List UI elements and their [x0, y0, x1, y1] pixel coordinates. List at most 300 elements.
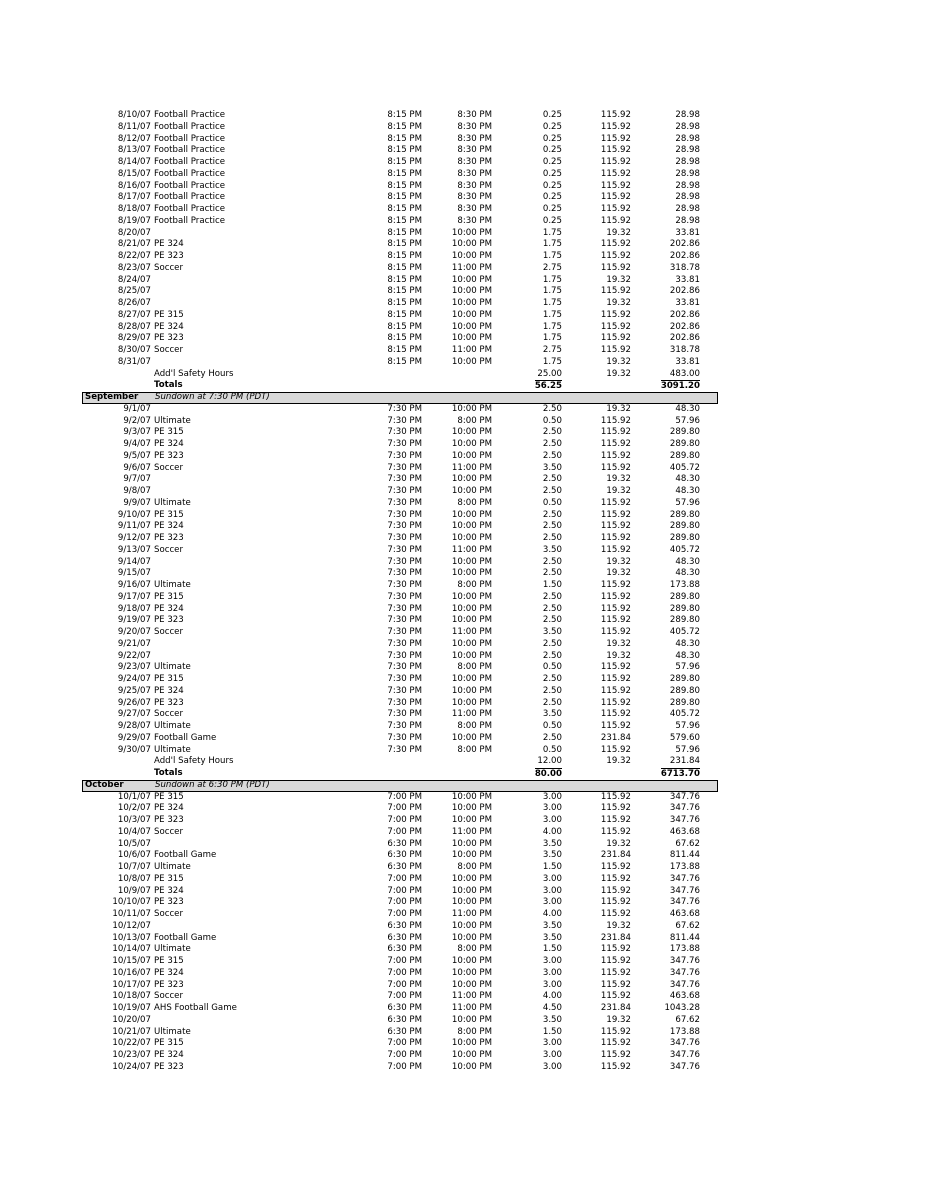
hours-cell: 0.50 — [542, 721, 562, 731]
amount-cell: 289.80 — [669, 615, 700, 626]
table-row — [82, 404, 718, 416]
table-row — [82, 933, 718, 945]
date-cell: 9/6/07 — [123, 462, 151, 473]
end-time-cell: 11:00 PM — [451, 909, 492, 919]
activity-cell: Soccer — [154, 709, 183, 720]
safety-amount: 231.84 — [669, 756, 700, 767]
start-time-cell: 7:00 PM — [387, 826, 422, 837]
amount-cell: 33.81 — [675, 274, 700, 285]
table-row — [82, 134, 718, 146]
end-time-cell: 10:00 PM — [451, 803, 492, 814]
end-time-cell: 8:30 PM — [457, 133, 492, 144]
start-time-cell: 7:00 PM — [387, 991, 422, 1002]
activity-cell: Ultimate — [154, 497, 191, 508]
rate-cell: 115.92 — [600, 862, 631, 872]
date-cell: 10/4/07 — [117, 826, 151, 837]
end-time-cell: 8:30 PM — [457, 168, 492, 179]
hours-cell: 2.75 — [542, 345, 562, 355]
end-time-cell: 10:00 PM — [451, 439, 492, 449]
hours-cell: 1.50 — [542, 580, 562, 590]
rate-cell: 19.32 — [606, 403, 631, 414]
amount-cell: 173.88 — [669, 862, 700, 872]
activity-cell: PE 324 — [154, 885, 184, 896]
hours-cell: 2.50 — [542, 685, 562, 696]
hours-cell: 2.50 — [542, 486, 562, 496]
amount-cell: 347.76 — [669, 803, 700, 814]
amount-cell: 33.81 — [675, 227, 700, 238]
table-row — [82, 510, 718, 522]
end-time-cell: 8:30 PM — [457, 204, 492, 214]
activity-cell: Football Practice — [154, 204, 226, 214]
date-cell: 9/18/07 — [117, 603, 151, 614]
rate-cell: 19.32 — [606, 486, 631, 496]
rate-cell: 115.92 — [600, 215, 631, 226]
hours-cell: 3.50 — [542, 850, 562, 861]
table-row — [82, 157, 718, 169]
end-time-cell: 8:30 PM — [457, 180, 492, 191]
table-row — [82, 956, 718, 968]
hours-cell: 0.25 — [542, 215, 562, 226]
rate-cell: 19.32 — [606, 568, 631, 579]
amount-cell: 289.80 — [669, 591, 700, 602]
amount-cell: 289.80 — [669, 697, 700, 708]
table-row — [82, 733, 718, 745]
date-cell: 9/1/07 — [123, 403, 151, 414]
rate-cell: 115.92 — [600, 321, 631, 332]
end-time-cell: 10:00 PM — [451, 403, 492, 414]
rate-cell: 115.92 — [600, 262, 631, 273]
table-row — [82, 651, 718, 663]
start-time-cell: 8:15 PM — [387, 204, 422, 214]
start-time-cell: 7:30 PM — [387, 415, 422, 426]
hours-cell: 2.50 — [542, 427, 562, 438]
rate-cell: 231.84 — [600, 732, 631, 743]
start-time-cell: 7:30 PM — [387, 650, 422, 661]
table-row — [82, 122, 718, 134]
rate-cell: 115.92 — [600, 345, 631, 355]
rate-cell: 115.92 — [600, 110, 631, 120]
activity-cell: Soccer — [154, 991, 183, 1002]
end-time-cell: 10:00 PM — [451, 732, 492, 743]
date-cell: 8/18/07 — [117, 204, 151, 214]
rate-cell: 19.32 — [606, 1014, 631, 1025]
table-row — [82, 792, 718, 804]
amount-cell: 67.62 — [675, 1014, 700, 1025]
rate-cell: 115.92 — [600, 509, 631, 520]
table-row — [82, 698, 718, 710]
start-time-cell: 7:00 PM — [387, 885, 422, 896]
amount-cell: 48.30 — [675, 568, 700, 579]
date-cell: 9/25/07 — [117, 685, 151, 696]
date-cell: 10/12/07 — [112, 920, 151, 931]
rate-cell: 19.32 — [606, 274, 631, 285]
rate-cell: 115.92 — [600, 462, 631, 473]
start-time-cell: 7:30 PM — [387, 662, 422, 673]
hours-cell: 0.50 — [542, 415, 562, 426]
activity-cell: Football Practice — [154, 145, 226, 156]
totals-amount: 3091.20 — [660, 381, 700, 392]
date-cell: 10/7/07 — [117, 862, 151, 872]
start-time-cell: 8:15 PM — [387, 286, 422, 297]
date-cell: 9/8/07 — [123, 486, 151, 496]
table-row — [82, 286, 718, 298]
hours-cell: 3.00 — [542, 885, 562, 896]
end-time-cell: 8:00 PM — [457, 862, 492, 872]
amount-cell: 202.86 — [669, 321, 700, 332]
rate-cell: 115.92 — [600, 1050, 631, 1060]
table-row — [82, 416, 718, 428]
hours-cell: 0.25 — [542, 192, 562, 203]
date-cell: 10/15/07 — [112, 956, 151, 966]
amount-cell: 289.80 — [669, 427, 700, 438]
amount-cell: 33.81 — [675, 356, 700, 367]
amount-cell: 405.72 — [669, 544, 700, 555]
amount-cell: 289.80 — [669, 450, 700, 461]
end-time-cell: 10:00 PM — [451, 356, 492, 367]
activity-cell: PE 324 — [154, 439, 184, 449]
hours-cell: 1.75 — [542, 333, 562, 344]
activity-cell: Soccer — [154, 826, 183, 837]
hours-cell: 3.00 — [542, 815, 562, 825]
start-time-cell: 7:30 PM — [387, 638, 422, 649]
amount-cell: 347.76 — [669, 791, 700, 802]
rate-cell: 115.92 — [600, 591, 631, 602]
activity-cell: PE 324 — [154, 321, 184, 332]
start-time-cell: 7:30 PM — [387, 685, 422, 696]
date-cell: 8/10/07 — [117, 110, 151, 120]
hours-cell: 2.50 — [542, 638, 562, 649]
month-name: October — [85, 779, 124, 790]
hours-cell: 0.25 — [542, 157, 562, 167]
end-time-cell: 11:00 PM — [451, 627, 492, 637]
date-cell: 9/19/07 — [117, 615, 151, 626]
start-time-cell: 7:30 PM — [387, 732, 422, 743]
end-time-cell: 11:00 PM — [451, 991, 492, 1002]
date-cell: 8/26/07 — [117, 298, 151, 308]
start-time-cell: 7:00 PM — [387, 897, 422, 908]
date-cell: 10/6/07 — [117, 850, 151, 861]
start-time-cell: 8:15 PM — [387, 345, 422, 355]
start-time-cell: 6:30 PM — [387, 1003, 422, 1013]
start-time-cell: 8:15 PM — [387, 145, 422, 156]
end-time-cell: 8:30 PM — [457, 157, 492, 167]
start-time-cell: 7:30 PM — [387, 544, 422, 555]
rate-cell: 115.92 — [600, 157, 631, 167]
month-name: September — [85, 392, 139, 402]
hours-cell: 3.00 — [542, 803, 562, 814]
amount-cell: 289.80 — [669, 439, 700, 449]
amount-cell: 1043.28 — [664, 1003, 700, 1013]
amount-cell: 811.44 — [669, 932, 700, 943]
end-time-cell: 10:00 PM — [451, 815, 492, 825]
table-row — [82, 533, 718, 545]
table-row — [82, 944, 718, 956]
activity-cell: Soccer — [154, 909, 183, 919]
date-cell: 10/23/07 — [112, 1050, 151, 1060]
activity-cell: PE 315 — [154, 509, 184, 520]
end-time-cell: 10:00 PM — [451, 650, 492, 661]
start-time-cell: 6:30 PM — [387, 862, 422, 872]
table-row — [82, 557, 718, 569]
rate-cell: 19.32 — [606, 298, 631, 308]
date-cell: 8/21/07 — [117, 239, 151, 250]
table-row — [82, 980, 718, 992]
start-time-cell: 8:15 PM — [387, 227, 422, 238]
date-cell: 8/23/07 — [117, 262, 151, 273]
date-cell: 8/19/07 — [117, 215, 151, 226]
table-row — [82, 862, 718, 874]
start-time-cell: 8:15 PM — [387, 239, 422, 250]
start-time-cell: 7:30 PM — [387, 533, 422, 543]
amount-cell: 48.30 — [675, 486, 700, 496]
date-cell: 8/30/07 — [117, 345, 151, 355]
table-row — [82, 204, 718, 216]
start-time-cell: 7:30 PM — [387, 591, 422, 602]
hours-cell: 3.00 — [542, 873, 562, 884]
end-time-cell: 10:00 PM — [451, 838, 492, 849]
table-row — [82, 921, 718, 933]
start-time-cell: 6:30 PM — [387, 944, 422, 955]
table-row — [82, 674, 718, 686]
date-cell: 10/21/07 — [112, 1026, 151, 1037]
totals-label: Totals — [154, 768, 183, 778]
date-cell: 8/25/07 — [117, 286, 151, 297]
table-row — [82, 839, 718, 851]
activity-cell: Football Practice — [154, 215, 226, 226]
start-time-cell: 7:30 PM — [387, 556, 422, 567]
end-time-cell: 10:00 PM — [451, 674, 492, 684]
end-time-cell: 10:00 PM — [451, 486, 492, 496]
date-cell: 10/2/07 — [117, 803, 151, 814]
activity-cell: Ultimate — [154, 862, 191, 872]
amount-cell: 347.76 — [669, 979, 700, 990]
hours-cell: 0.25 — [542, 145, 562, 156]
amount-cell: 202.86 — [669, 239, 700, 250]
amount-cell: 347.76 — [669, 897, 700, 908]
end-time-cell: 10:00 PM — [451, 850, 492, 861]
amount-cell: 67.62 — [675, 838, 700, 849]
activity-cell: Football Practice — [154, 180, 226, 191]
date-cell: 8/20/07 — [117, 227, 151, 238]
hours-cell: 1.75 — [542, 321, 562, 332]
totals-amount: 6713.70 — [660, 769, 700, 779]
table-row — [82, 709, 718, 721]
amount-cell: 289.80 — [669, 674, 700, 684]
activity-cell: Ultimate — [154, 944, 191, 955]
hours-cell: 0.50 — [542, 497, 562, 508]
month-header-october — [82, 780, 718, 792]
activity-cell: PE 323 — [154, 897, 184, 908]
activity-cell: Ultimate — [154, 580, 191, 590]
table-row — [82, 228, 718, 240]
date-cell: 9/20/07 — [117, 627, 151, 637]
amount-cell: 57.96 — [675, 415, 700, 426]
date-cell: 10/13/07 — [112, 932, 151, 943]
amount-cell: 28.98 — [675, 168, 700, 179]
date-cell: 10/16/07 — [112, 967, 151, 978]
amount-cell: 48.30 — [675, 403, 700, 414]
totals-row — [82, 380, 718, 392]
safety-hours-row — [82, 756, 718, 768]
hours-cell: 3.50 — [542, 838, 562, 849]
start-time-cell: 8:15 PM — [387, 298, 422, 308]
start-time-cell: 7:30 PM — [387, 697, 422, 708]
table-row — [82, 991, 718, 1003]
activity-cell: Football Game — [154, 732, 217, 743]
date-cell: 9/10/07 — [117, 509, 151, 520]
start-time-cell: 6:30 PM — [387, 850, 422, 861]
start-time-cell: 7:30 PM — [387, 439, 422, 449]
safety-label: Add'l Safety Hours — [154, 756, 234, 767]
start-time-cell: 7:30 PM — [387, 403, 422, 414]
end-time-cell: 8:30 PM — [457, 215, 492, 226]
amount-cell: 57.96 — [675, 662, 700, 673]
date-cell: 8/27/07 — [117, 309, 151, 320]
hours-cell: 2.50 — [542, 591, 562, 602]
end-time-cell: 10:00 PM — [451, 697, 492, 708]
end-time-cell: 10:00 PM — [451, 568, 492, 579]
rate-cell: 115.92 — [600, 791, 631, 802]
safety-hours-row — [82, 369, 718, 381]
september-section — [82, 404, 718, 757]
safety-label: Add'l Safety Hours — [154, 368, 234, 379]
activity-cell: Ultimate — [154, 662, 191, 673]
activity-cell: Football Game — [154, 850, 217, 861]
rate-cell: 115.92 — [600, 133, 631, 144]
activity-cell: Soccer — [154, 462, 183, 473]
activity-cell: PE 315 — [154, 956, 184, 966]
date-cell: 9/28/07 — [117, 721, 151, 731]
hours-cell: 2.50 — [542, 556, 562, 567]
table-row — [82, 803, 718, 815]
activity-cell: PE 323 — [154, 979, 184, 990]
end-time-cell: 10:00 PM — [451, 603, 492, 614]
end-time-cell: 11:00 PM — [451, 345, 492, 355]
amount-cell: 28.98 — [675, 133, 700, 144]
hours-cell: 2.50 — [542, 439, 562, 449]
end-time-cell: 11:00 PM — [451, 1003, 492, 1013]
date-cell: 9/17/07 — [117, 591, 151, 602]
hours-cell: 2.50 — [542, 674, 562, 684]
amount-cell: 289.80 — [669, 521, 700, 532]
start-time-cell: 7:30 PM — [387, 615, 422, 626]
activity-cell: PE 323 — [154, 533, 184, 543]
hours-cell: 4.00 — [542, 826, 562, 837]
rate-cell: 115.92 — [600, 497, 631, 508]
table-row — [82, 239, 718, 251]
amount-cell: 28.98 — [675, 192, 700, 203]
amount-cell: 173.88 — [669, 944, 700, 955]
end-time-cell: 10:00 PM — [451, 333, 492, 344]
start-time-cell: 7:00 PM — [387, 979, 422, 990]
sundown-note: Sundown at 6:30 PM (PDT) — [155, 779, 270, 790]
hours-cell: 1.50 — [542, 1026, 562, 1037]
rate-cell: 115.92 — [600, 685, 631, 696]
rate-cell: 115.92 — [600, 956, 631, 966]
amount-cell: 48.30 — [675, 638, 700, 649]
amount-cell: 48.30 — [675, 474, 700, 485]
start-time-cell: 7:30 PM — [387, 744, 422, 755]
date-cell: 10/11/07 — [112, 909, 151, 919]
date-cell: 8/16/07 — [117, 180, 151, 191]
end-time-cell: 10:00 PM — [451, 615, 492, 626]
rate-cell: 115.92 — [600, 533, 631, 543]
start-time-cell: 7:30 PM — [387, 709, 422, 720]
table-row — [82, 498, 718, 510]
activity-cell: Football Practice — [154, 121, 226, 132]
activity-cell: PE 323 — [154, 450, 184, 461]
hours-cell: 1.75 — [542, 227, 562, 238]
end-time-cell: 10:00 PM — [451, 286, 492, 297]
activity-cell: Ultimate — [154, 744, 191, 755]
hours-cell: 2.50 — [542, 474, 562, 485]
table-row — [82, 1062, 718, 1074]
date-cell: 8/28/07 — [117, 321, 151, 332]
end-time-cell: 8:30 PM — [457, 121, 492, 132]
activity-cell: PE 315 — [154, 427, 184, 438]
table-row — [82, 251, 718, 263]
start-time-cell: 7:30 PM — [387, 486, 422, 496]
table-row — [82, 169, 718, 181]
date-cell: 9/13/07 — [117, 544, 151, 555]
start-time-cell: 7:30 PM — [387, 674, 422, 684]
end-time-cell: 10:00 PM — [451, 956, 492, 966]
amount-cell: 579.60 — [669, 732, 700, 743]
amount-cell: 463.68 — [669, 991, 700, 1002]
table-row — [82, 298, 718, 310]
rate-cell: 115.92 — [600, 944, 631, 955]
start-time-cell: 7:00 PM — [387, 873, 422, 884]
activity-cell: PE 324 — [154, 1050, 184, 1060]
start-time-cell: 7:00 PM — [387, 1050, 422, 1060]
rate-cell: 115.92 — [600, 909, 631, 919]
activity-cell: PE 323 — [154, 251, 184, 261]
rate-cell: 115.92 — [600, 239, 631, 250]
amount-cell: 347.76 — [669, 885, 700, 896]
date-cell: 8/29/07 — [117, 333, 151, 344]
hours-cell: 2.50 — [542, 568, 562, 579]
amount-cell: 347.76 — [669, 815, 700, 825]
date-cell: 10/9/07 — [117, 885, 151, 896]
hours-cell: 0.25 — [542, 180, 562, 191]
activity-cell: PE 324 — [154, 685, 184, 696]
end-time-cell: 8:30 PM — [457, 145, 492, 156]
table-row — [82, 897, 718, 909]
activity-cell: Soccer — [154, 627, 183, 637]
date-cell: 9/15/07 — [117, 568, 151, 579]
rate-cell: 115.92 — [600, 286, 631, 297]
august-section — [82, 110, 718, 369]
end-time-cell: 10:00 PM — [451, 509, 492, 520]
activity-cell: AHS Football Game — [154, 1003, 237, 1013]
rate-cell: 19.32 — [606, 920, 631, 931]
table-row — [82, 181, 718, 193]
date-cell: 9/22/07 — [117, 650, 151, 661]
table-row — [82, 1027, 718, 1039]
totals-hours: 80.00 — [534, 769, 562, 779]
table-row — [82, 486, 718, 498]
safety-rate: 19.32 — [606, 756, 631, 767]
date-cell: 10/18/07 — [112, 991, 151, 1002]
table-row — [82, 545, 718, 557]
activity-cell: PE 324 — [154, 803, 184, 814]
activity-cell: PE 315 — [154, 873, 184, 884]
table-row — [82, 1003, 718, 1015]
table-row — [82, 145, 718, 157]
end-time-cell: 10:00 PM — [451, 685, 492, 696]
table-row — [82, 1015, 718, 1027]
end-time-cell: 10:00 PM — [451, 556, 492, 567]
